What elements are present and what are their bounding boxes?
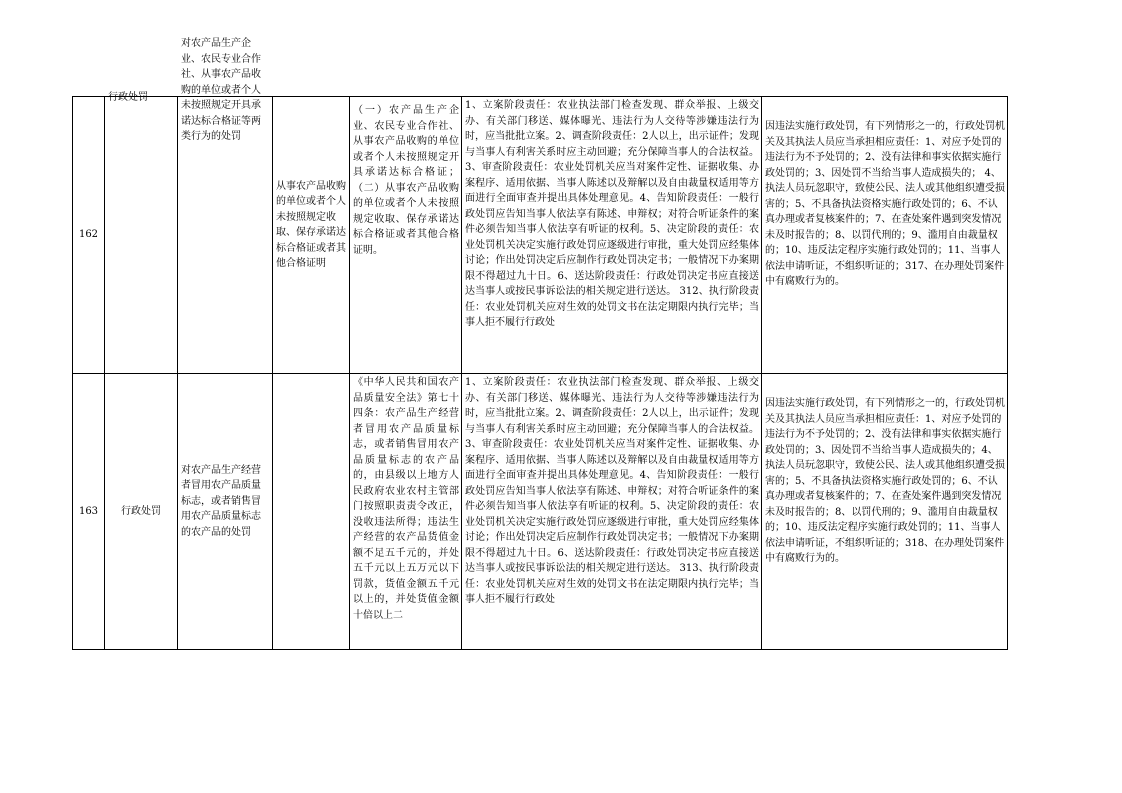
item-type: 行政处罚 — [105, 374, 178, 650]
item-name: 对农产品生产企业、农民专业合作社、从事农产品收购的单位或者个人未按照规定开具承诺达标合格证等两类行为的处罚 — [178, 97, 273, 374]
row-number: 162 — [73, 97, 105, 374]
item-type: 行政处罚 — [105, 97, 178, 374]
duty-content: 1、立案阶段责任：农业执法部门检查发现、群众举报、上级交办、有关部门移送、媒体曝光、违法行为人交待等涉嫌违法行为时，应当批批立案。2、调查阶段责任：2人以上，出示证件；发现与当事人有利害关系时应主动回避；充分保障当事人的合法权益。3、审查阶段责任：农业处罚机关应当对案件定性、证据收集、办案程序、适用依据、当事人陈述以及辩解以及自由裁量权适用等方面进行全面审查并提出具体处理意见。4、告知阶段责任：一般行政处罚应告知当事人依法享有陈述、申辩权；对符合听证条件的案件必须告知当事人依法享有听证的权利。5、决定阶段的责任：农业处罚机关决定实施行政处罚应逐级进行审批，重大处罚应经集体讨论；作出处罚决定后应制作行政处罚决定书；一般情况下办案期限不得超过九十日。6、送达阶段责任：行政处罚决定书应直接送达当事人或按民事诉讼法的相关规定进行送达。 312、执行阶段责任：农业处罚机关应对生效的处罚文书在法定期限内执行完毕；当事人拒不履行行政处 — [462, 97, 762, 374]
responsibility-table — [72, 38, 1008, 650]
accountability: 因违法实施行政处罚，有下列情形之一的，行政处罚机关及其执法人员应当承担相应责任：1、对应予处罚的违法行为不予处罚的；2、没有法律和事实依据实施行政处罚的；3、因处罚不当给当事人造成损失的； 4、执法人员玩忽职守，致使公民、法人或其他组织遭受损害的；5、不具备执法资格实施行政处罚的；6、不认真办理或者复核案件的；7、在查处案件遇到突发情况未及时报告的；8、以罚代刑的；9、滥用自由裁量权的；10、违反法定程序实施行政处罚的；11、当事人依法申请听证，不组织听证的；317、在办理处罚案件中有腐败行为的。 — [762, 97, 1008, 374]
accountability: 因违法实施行政处罚，有下列情形之一的，行政处罚机关及其执法人员应当承担相应责任：1、对应予处罚的违法行为不予处罚的；2、没有法律和事实依据实施行政处罚的；3、因处罚不当给当事人造成损失的；4、执法人员玩忽职守，致使公民、法人或其他组织遭受损害的；5、不具备执法资格实施行政处罚的；6、不认真办理或者复核案件的；7、在查处案件遇到突发情况未及时报告的；8、以罚代刑的；9、滥用自由裁量权的；10、违反法定程序实施行政处罚的；11、当事人依法申请听证，不组织听证的；318、在办理处罚案件中有腐败行为的。 — [762, 374, 1008, 650]
sub-item — [273, 374, 350, 650]
table-row — [73, 374, 1008, 650]
sub-item: 从事农产品收购的单位或者个人未按照规定收取、保存承诺达标合格证或者其他合格证明 — [273, 97, 350, 374]
row-number: 163 — [73, 374, 105, 650]
duty-content: 1、立案阶段责任：农业执法部门检查发现、群众举报、上级交办、有关部门移送、媒体曝光、违法行为人交待等涉嫌违法行为时，应当批批立案。2、调查阶段责任：2人以上，出示证件；发现与当事人有利害关系时应主动回避；充分保障当事人的合法权益。3、审查阶段责任：农业处罚机关应当对案件定性、证据收集、办案程序、适用依据、当事人陈述以及辩解以及自由裁量权适用等方面进行全面审查并提出具体处理意见。4、告知阶段责任：一般行政处罚应告知当事人依法享有陈述、申辩权；对符合听证条件的案件必须告知当事人依法享有听证的权利。5、决定阶段的责任：农业处罚机关决定实施行政处罚应逐级进行审批，重大处罚应经集体讨论；作出处罚决定后应制作行政处罚决定书；一般情况下办案期限不得超过九十日。6、送达阶段责任：行政处罚决定书应直接送达当事人或按民事诉讼法的相关规定进行送达。 313、执行阶段责任：农业处罚机关应对生效的处罚文书在法定期限内执行完毕；当事人拒不履行行政处 — [462, 374, 762, 650]
table-row — [73, 97, 1008, 374]
legal-basis: 《中华人民共和国农产品质量安全法》第七十四条：农产品生产经营者冒用农产品质量标志，或者销售冒用农产品质量标志的农产品的，由县级以上地方人民政府农业农村主管部门按照职责责令改正，没收违法所得；违法生产经营的农产品货值金额不足五千元的，并处五千元以上五万元以下罚款，货值金额五千元以上的，并处货值金额十倍以上二 — [350, 374, 462, 650]
item-name: 对农产品生产经营者冒用农产品质量标志，或者销售冒用农产品质量标志的农产品的处罚 — [178, 374, 273, 650]
responsibility-table-sheet — [72, 38, 1007, 650]
legal-basis: （一）农产品生产企业、农民专业合作社、从事农产品收购的单位或者个人未按照规定开具承诺达标合格证；（二）从事农产品收购的单位或者个人未按照规定收取、保存承诺达标合格证或者其他合格证明。 — [350, 97, 462, 374]
